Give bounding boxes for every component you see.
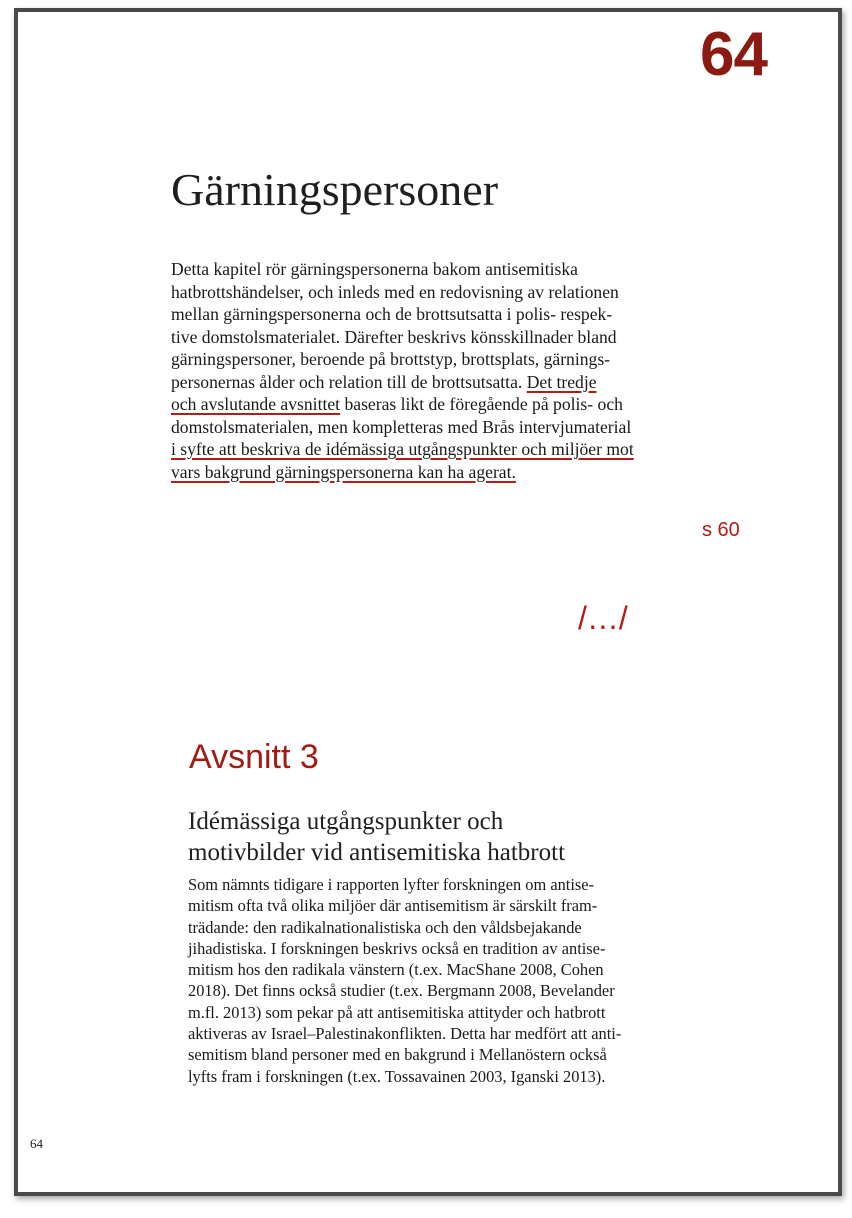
- body-line: mitism ofta två olika miljöer där antisemitism är särskilt fram-: [188, 896, 598, 916]
- intro-line: [171, 438, 771, 461]
- intro-text: mellan gärningspersonerna och de brottsutsatta i polis- respek-: [171, 304, 613, 324]
- intro-line: [171, 348, 771, 371]
- intro-text: gärningspersoner, beroende på brottstyp, brottsplats, gärnings-: [171, 349, 611, 369]
- intro-text: Detta kapitel rör gärningspersonerna bakom antisemitiska: [171, 259, 578, 279]
- intro-line: [171, 461, 771, 484]
- body-line: semitism bland personer med en bakgrund i Mellanöstern också: [188, 1045, 607, 1065]
- section-heading-line: motivbilder vid antisemitiska hatbrott: [188, 839, 566, 866]
- footer-page-number: 64: [30, 1136, 43, 1151]
- section-body-paragraph: [188, 874, 621, 1087]
- body-line: jihadistiska. I forskningen beskrivs också en tradition av antise-: [188, 938, 606, 958]
- intro-text: hatbrottshändelser, och inleds med en redovisning av relationen: [171, 281, 619, 302]
- intro-line: [171, 326, 771, 349]
- intro-text: domstolsmaterialen, men kompletteras med Brås intervjumaterial: [171, 416, 632, 437]
- body-line: 2018). Det finns också studier (t.ex. Bergmann 2008, Bevelander: [188, 981, 615, 1001]
- annotation-page-number: 64: [700, 20, 767, 89]
- body-line: m.fl. 2013) som pekar på att antisemitiska attityder och hatbrott: [188, 1002, 606, 1022]
- intro-line: [171, 281, 771, 304]
- body-line: aktiveras av Israel–Palestinakonflikten. Detta har medfört att anti-: [188, 1024, 622, 1044]
- intro-text: tive domstolsmaterialet. Därefter beskrivs könsskillnader bland: [171, 326, 617, 347]
- intro-paragraph: [171, 258, 771, 483]
- underlined-text: och avslutande avsnittet: [171, 394, 341, 414]
- section-heading: [188, 806, 565, 868]
- intro-line: [171, 258, 771, 281]
- annotation-ellipsis: /…/: [578, 600, 628, 636]
- body-line: mitism hos den radikala vänstern (t.ex. MacShane 2008, Cohen: [188, 960, 604, 980]
- intro-line: [171, 303, 771, 326]
- chapter-title: Gärningspersoner: [171, 164, 499, 215]
- intro-text: baseras likt de föregående på polis- och: [340, 394, 623, 414]
- body-line: Som nämnts tidigare i rapporten lyfter forskningen om antise-: [188, 875, 595, 894]
- annotation-page-reference: s 60: [702, 519, 740, 541]
- intro-text: personernas ålder och relation till de brottsutsatta.: [171, 371, 527, 392]
- body-line: lyfts fram i forskningen (t.ex. Tossavainen 2003, Iganski 2013).: [188, 1066, 606, 1086]
- intro-line: [171, 371, 771, 394]
- underlined-text: vars bakgrund gärningspersonerna kan ha agerat.: [171, 461, 516, 482]
- body-line: trädande: den radikalnationalistiska och den våldsbejakande: [188, 917, 582, 937]
- annotation-section-label: Avsnitt 3: [189, 738, 319, 776]
- underlined-text: i syfte att beskriva de idémässiga utgångspunkter och miljöer mot: [171, 439, 634, 459]
- section-heading-line: Idémässiga utgångspunkter och: [188, 808, 504, 835]
- underlined-text: Det tredje: [526, 371, 597, 392]
- intro-line: [171, 393, 771, 416]
- intro-line: [171, 416, 771, 439]
